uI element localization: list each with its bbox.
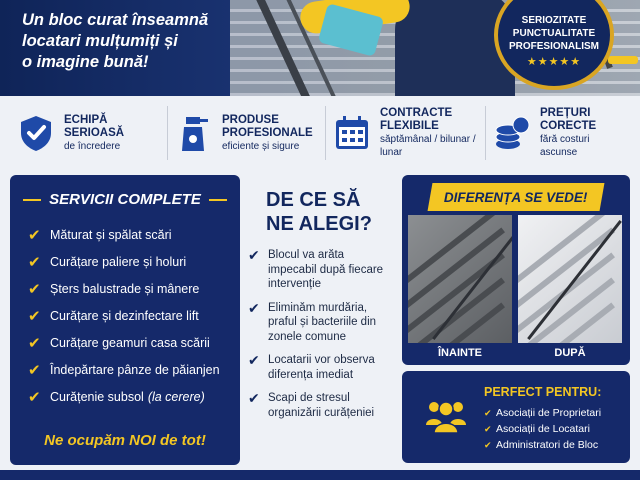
badge-line: PUNCTUALITATE [512,28,596,39]
check-icon: ✔ [28,253,41,271]
after-photo [518,215,622,343]
calendar-icon [332,113,372,153]
service-item [28,302,240,329]
bullet-icon: ✔ [484,440,492,450]
service-text: Măturat și spălat scări [50,227,172,242]
why-item [248,248,396,292]
why-line: diferența imediat [268,368,354,381]
footer-bar [0,470,640,480]
why-item [248,391,396,420]
why-title-line: DE CE SĂ [266,189,361,211]
why-line: organizării curățeniei [268,406,375,419]
before-label: ÎNAINTE [438,347,482,359]
badge-line: SERIOZITATE [521,15,587,26]
perfect-for-text: Asociații de Proprietari [496,407,602,419]
services-panel [10,175,240,465]
difference-banner [428,183,605,211]
why-line: Scapi de stresul [268,392,350,404]
difference-panel [402,175,630,365]
service-item [28,221,240,248]
perfect-for-item [484,405,601,421]
hero-headline-line: o imagine bună! [22,53,149,71]
feature-contracts [326,106,486,160]
feature-title-line: PREȚURI [540,107,591,119]
heading-divider [209,199,227,201]
stair-step [518,215,615,293]
feature-prices [486,106,630,160]
perfect-for-item [484,437,601,453]
feature-title-line: PROFESIONALE [222,126,313,139]
feature-subtitle: de încredere [64,140,121,152]
service-item [28,275,240,302]
services-title: SERVICII COMPLETE [49,191,201,208]
feature-title-line: CONTRACTE [380,107,453,119]
service-text: Curățare și dezinfectare lift [50,308,199,323]
group-people-icon [424,395,468,435]
why-line: Eliminăm murdăria, [268,301,368,314]
check-icon: ✔ [248,352,260,368]
service-text: Îndepărtare pânze de păianjen [50,362,220,377]
feature-subtitle: săptămânal / bilunar / lunar [380,134,476,158]
perfect-for-item [484,421,601,437]
feature-subtitle: fără costuri ascunse [540,134,590,158]
check-icon: ✔ [28,388,41,406]
feature-title-line: FLEXIBILE [380,120,439,132]
why-us-list [248,248,396,420]
perfect-for-text: Administratori de Bloc [496,439,599,451]
why-item [248,353,396,382]
service-item [28,356,240,383]
services-list [10,221,240,410]
check-icon: ✔ [28,280,41,298]
service-text: Curățare paliere și holuri [50,254,187,269]
service-item [28,383,240,410]
check-icon: ✔ [28,361,41,379]
hero-headline [22,10,208,73]
check-icon: ✔ [248,247,260,263]
difference-title: DIFERENȚA SE VEDE! [444,189,588,205]
service-text: Curățare geamuri casa scării [50,335,210,350]
bullet-icon: ✔ [484,408,492,418]
feature-team [10,106,168,160]
perfect-for-title: PERFECT PENTRU: [484,385,602,399]
spray-bottle-icon [174,113,214,153]
why-us-title [266,188,396,236]
feature-subtitle: eficiente și sigure [222,140,300,152]
hero-banner [0,0,640,96]
service-text: Curățenie subsol [50,389,144,404]
check-icon: ✔ [248,299,260,316]
check-icon: ✔ [28,334,41,352]
after-label: DUPĂ [554,347,586,359]
stair-step [408,215,505,293]
hero-mop-head [608,56,638,64]
service-item [28,248,240,275]
check-icon: ✔ [28,307,41,325]
why-us-section [248,178,396,468]
perfect-for-text: Asociații de Locatari [496,423,590,435]
heading-divider [23,199,41,201]
why-line: zonele comune [268,330,346,343]
feature-title-line: ECHIPĂ [64,113,108,126]
perfect-for-panel [402,371,630,463]
service-item [28,329,240,356]
why-title-line: NE ALEGI? [266,213,372,235]
feature-title-line: CORECTE [540,120,597,132]
feature-title-line: PRODUSE [222,113,279,126]
service-note: (la cerere) [147,389,205,404]
stair-step [518,303,615,343]
before-photo [408,215,512,343]
why-line: intervenție [268,278,322,290]
why-item [248,301,396,345]
services-footer: Ne ocupăm NOI de tot! [44,432,206,449]
badge-stars: ★★★★★ [526,56,582,68]
why-line: impecabil după fiecare [268,263,384,276]
bullet-icon: ✔ [484,424,492,434]
coins-icon [492,113,532,153]
feature-title-line: SERIOASĂ [64,126,125,139]
perfect-for-list [484,405,601,453]
why-line: Locatarii vor observa [268,354,375,366]
shield-check-icon [16,113,56,153]
check-icon: ✔ [28,226,41,244]
hero-headline-line: Un bloc curat înseamnă [22,11,209,29]
why-line: Blocul va arăta [268,249,345,261]
hero-headline-line: locatari mulțumiți și [22,32,178,50]
feature-strip [10,100,630,166]
why-line: praful și bacteriile din [268,316,377,328]
badge-line: PROFESIONALISM [508,41,599,52]
feature-products [168,106,326,160]
service-text: Șters balustrade și mânere [50,281,200,296]
check-icon: ✔ [248,390,260,406]
services-heading [10,191,240,208]
